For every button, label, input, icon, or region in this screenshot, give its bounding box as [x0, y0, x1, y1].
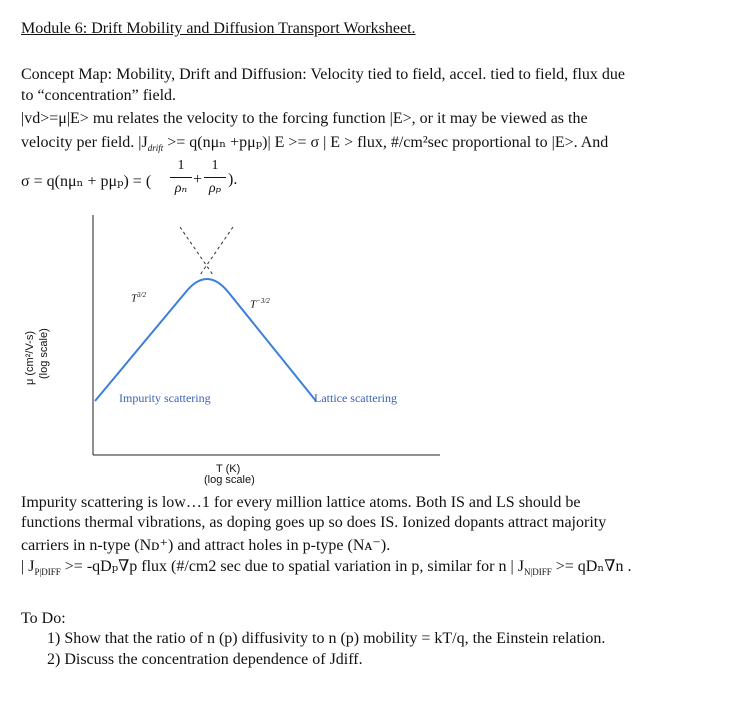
sigma-end: ).	[228, 171, 238, 188]
t-neg32-base: T	[250, 298, 257, 311]
frac2-bar	[204, 177, 226, 178]
body-line-3: carriers in n-type (Nᴅ⁺) and attract holes in p-type (Nᴀ⁻).	[21, 537, 391, 554]
impurity-scattering-label: Impurity scattering	[119, 391, 211, 405]
body-line-4	[21, 556, 631, 577]
x-axis-label: T (K)	[216, 463, 241, 475]
jdrift-prefix: velocity per field. |J	[21, 134, 148, 151]
sigma-lhs: σ = q(nμₙ + pμₚ) = (	[21, 173, 152, 190]
mobility-curve	[95, 279, 316, 401]
t-32-label	[131, 291, 146, 305]
frac2-denominator: ρₚ	[208, 181, 222, 196]
y-axis-sublabel: (log scale)	[38, 328, 50, 379]
todo-heading: To Do:	[21, 610, 66, 627]
jn-diff-rest: >= qDₙ∇n .	[551, 558, 632, 575]
t-neg32-label	[250, 297, 270, 311]
concept-map-line-4	[21, 132, 608, 153]
jdrift-rest: >= q(nμₙ +pμₚ)| E >= σ | E > flux, #/cm²sec proportional to |E>. And	[163, 134, 609, 151]
lattice-scattering-label: Lattice scattering	[314, 391, 397, 405]
frac1-numerator: 1	[177, 158, 185, 173]
worksheet-title: Module 6: Drift Mobility and Diffusion Transport Worksheet.	[21, 20, 416, 37]
jdrift-subscript: drift	[147, 143, 164, 154]
todo-item-1: 1) Show that the ratio of n (p) diffusivity to n (p) mobility = kT/q, the Einstein relation.	[47, 630, 606, 647]
plus-sign: +	[193, 171, 203, 188]
concept-map-line-3: |vd>=μ|E> mu relates the velocity to the forcing function |E>, or it may be viewed as the	[21, 110, 588, 127]
t-neg32-exp: −3/2	[256, 297, 270, 305]
frac2-numerator: 1	[211, 158, 219, 173]
concept-map-line-1: Concept Map: Mobility, Drift and Diffusion: Velocity tied to field, accel. tied to field, flux due	[21, 66, 626, 83]
todo-item-2: 2) Discuss the concentration dependence of Jdiff.	[47, 651, 363, 668]
jp-diff-subscript: P|DIFF	[34, 567, 61, 578]
body-line-2: functions thermal vibrations, as doping goes up so does IS. Ionized dopants attract majority	[21, 514, 607, 531]
frac1-bar	[170, 177, 192, 178]
y-axis-label: μ (cm²/V-s)	[24, 331, 36, 385]
jp-diff-rest: >= -qDₚ∇p flux (#/cm2 sec due to spatial variation in p, similar for n | J	[60, 558, 524, 575]
jn-diff-subscript: N|DIFF	[523, 567, 552, 578]
impurity-extension-dashed	[180, 227, 213, 275]
t-32-exp: 3/2	[137, 291, 147, 299]
lattice-extension-dashed	[200, 227, 233, 275]
concept-map-line-2: to “concentration” field.	[21, 87, 177, 104]
x-axis-sublabel: (log scale)	[204, 474, 255, 486]
frac1-denominator: ρₙ	[174, 181, 188, 196]
mobility-temperature-chart	[0, 205, 460, 495]
jp-diff-prefix: | J	[21, 558, 35, 575]
t-32-base: T	[131, 292, 138, 305]
body-line-1: Impurity scattering is low…1 for every million lattice atoms. Both IS and LS should be	[21, 494, 581, 511]
